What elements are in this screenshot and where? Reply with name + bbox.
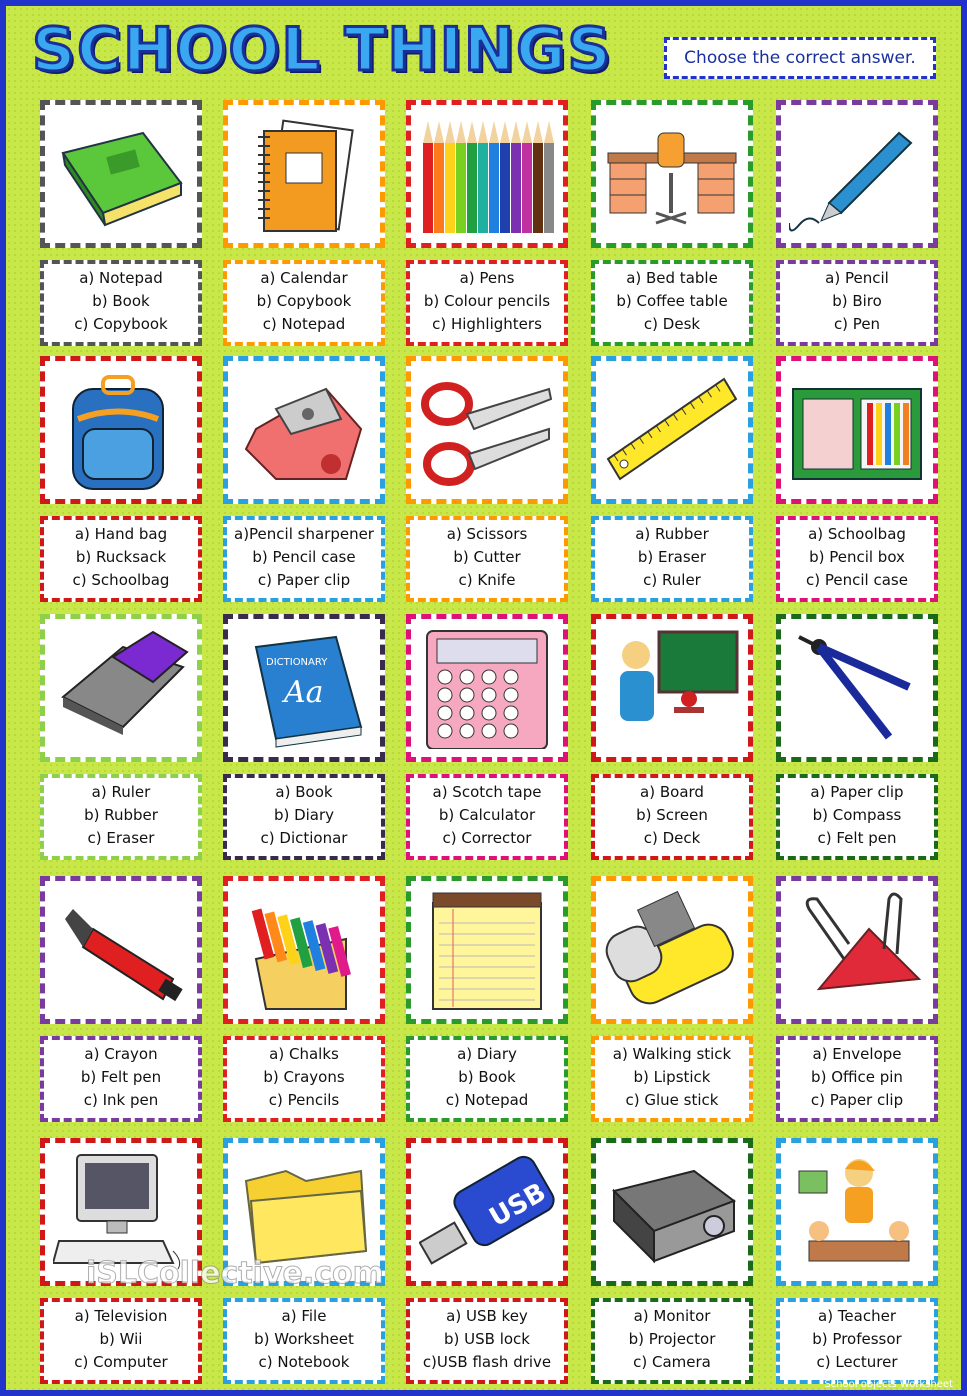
answer-option[interactable]: c) Notepad xyxy=(262,315,346,333)
answer-options xyxy=(223,1298,385,1384)
answer-option[interactable]: c) Desk xyxy=(643,315,701,333)
answer-option[interactable]: a) Schoolbag xyxy=(808,525,906,543)
projector-icon xyxy=(604,1151,740,1273)
notepad-picture xyxy=(406,876,568,1024)
answer-option[interactable]: b) Compass xyxy=(812,806,902,824)
answer-option[interactable]: c) Glue stick xyxy=(625,1091,719,1109)
paper-clip-picture xyxy=(776,876,938,1024)
answer-option[interactable]: a) Diary xyxy=(457,1045,517,1063)
felt-pen-picture xyxy=(40,876,202,1024)
answer-options xyxy=(40,1036,202,1122)
projector-picture xyxy=(591,1138,753,1286)
answer-options xyxy=(406,1298,568,1384)
answer-option[interactable]: c) Paper clip xyxy=(257,571,351,589)
answer-option[interactable]: b) Lipstick xyxy=(633,1068,711,1086)
answer-options xyxy=(776,1036,938,1122)
answer-options xyxy=(776,516,938,602)
ruler-icon xyxy=(604,369,740,491)
answer-options xyxy=(40,516,202,602)
answer-option[interactable]: c) Deck xyxy=(643,829,701,847)
answer-option[interactable]: a) Bed table xyxy=(626,269,718,287)
answer-option[interactable]: c) Computer xyxy=(74,1353,168,1371)
answer-option[interactable]: c) Highlighters xyxy=(432,315,542,333)
answer-option[interactable]: a) Crayon xyxy=(84,1045,158,1063)
answer-options xyxy=(776,774,938,860)
notepad-icon xyxy=(419,889,555,1011)
answer-option[interactable]: c) Ruler xyxy=(643,571,701,589)
answer-options xyxy=(40,774,202,860)
scissors-picture xyxy=(406,356,568,504)
answer-options xyxy=(591,1036,753,1122)
teacher-icon xyxy=(789,1151,925,1273)
answer-options xyxy=(406,260,568,346)
colour-pencils-icon xyxy=(419,113,555,235)
answer-options xyxy=(591,516,753,602)
answer-option[interactable]: c) Lecturer xyxy=(816,1353,898,1371)
answer-option[interactable]: b) Eraser xyxy=(637,548,707,566)
answer-option[interactable]: a) Scotch tape xyxy=(432,783,542,801)
answer-option[interactable]: c)USB flash drive xyxy=(422,1353,552,1371)
answer-option[interactable]: a) Ruler xyxy=(91,783,151,801)
pen-icon xyxy=(789,113,925,235)
answer-option[interactable]: a)Pencil sharpener xyxy=(234,525,374,543)
answer-option[interactable]: b) Copybook xyxy=(256,292,352,310)
svg-text:Aa: Aa xyxy=(284,675,324,710)
answer-options xyxy=(223,260,385,346)
desk-picture xyxy=(591,100,753,248)
sharpener-icon xyxy=(236,369,372,491)
answer-option[interactable]: c) Paper clip xyxy=(810,1091,904,1109)
answer-option[interactable]: a) Pens xyxy=(459,269,515,287)
answer-option[interactable]: a) Book xyxy=(275,783,333,801)
usb-drive-icon xyxy=(419,1151,555,1273)
answer-options xyxy=(406,774,568,860)
computer-icon xyxy=(53,1151,189,1273)
answer-option[interactable]: b) Colour pencils xyxy=(423,292,551,310)
answer-option[interactable]: c) Schoolbag xyxy=(72,571,170,589)
answer-option[interactable]: b) Office pin xyxy=(811,1068,903,1086)
glue-stick-icon xyxy=(604,889,740,1011)
answer-option[interactable]: b) Coffee table xyxy=(616,292,728,310)
answer-option[interactable]: b) Pencil case xyxy=(252,548,356,566)
paper-clip-icon xyxy=(789,889,925,1011)
answer-option[interactable]: a) Pencil xyxy=(825,269,889,287)
answer-option[interactable]: c) Notebook xyxy=(258,1353,350,1371)
svg-text:USB: USB xyxy=(484,1177,552,1234)
answer-option[interactable]: b) Pencil box xyxy=(809,548,905,566)
page-title: SCHOOL THINGS xyxy=(32,15,613,85)
answer-option[interactable]: b) Professor xyxy=(812,1330,902,1348)
answer-option[interactable]: a) Notepad xyxy=(79,269,163,287)
answer-option[interactable]: b) Book xyxy=(458,1068,516,1086)
answer-option[interactable]: a) Envelope xyxy=(812,1045,902,1063)
answer-options xyxy=(406,1036,568,1122)
answer-option[interactable]: b) Calculator xyxy=(438,806,536,824)
answer-option[interactable]: b) Rucksack xyxy=(75,548,167,566)
compass-icon xyxy=(789,627,925,749)
answer-option[interactable]: b) Book xyxy=(92,292,150,310)
answer-option[interactable]: b) Rubber xyxy=(84,806,158,824)
answer-option[interactable]: a) File xyxy=(281,1307,327,1325)
desk-icon xyxy=(604,113,740,235)
answer-option[interactable]: c) Dictionar xyxy=(260,829,348,847)
credit-text: School objects Worksheet xyxy=(824,1379,953,1390)
answer-option[interactable]: a) USB key xyxy=(446,1307,528,1325)
answer-option[interactable]: b) USB lock xyxy=(444,1330,530,1348)
sharpener-picture xyxy=(223,356,385,504)
answer-option[interactable]: c) Knife xyxy=(458,571,516,589)
teacher-board-icon xyxy=(604,627,740,749)
answer-option[interactable]: c) Pen xyxy=(833,315,881,333)
answer-option[interactable]: b) Projector xyxy=(628,1330,716,1348)
answer-option[interactable]: c) Corrector xyxy=(442,829,532,847)
eraser-picture xyxy=(40,614,202,762)
answer-options xyxy=(776,260,938,346)
answer-options xyxy=(591,1298,753,1384)
answer-option[interactable]: a) Board xyxy=(640,783,704,801)
eraser-icon xyxy=(53,627,189,749)
answer-options xyxy=(591,260,753,346)
calculator-icon xyxy=(419,627,555,749)
ruler-picture xyxy=(591,356,753,504)
calculator-picture xyxy=(406,614,568,762)
answer-options xyxy=(40,1298,202,1384)
answer-option[interactable]: c) Eraser xyxy=(87,829,155,847)
crayons-picture xyxy=(223,876,385,1024)
backpack-picture xyxy=(40,356,202,504)
felt-pen-icon xyxy=(53,889,189,1011)
answer-option[interactable]: a) Hand bag xyxy=(74,525,168,543)
answer-option[interactable]: a) Teacher xyxy=(818,1307,896,1325)
answer-options xyxy=(223,516,385,602)
backpack-icon xyxy=(53,369,189,491)
answer-option[interactable]: b) Crayons xyxy=(263,1068,345,1086)
teacher-picture xyxy=(776,1138,938,1286)
answer-option[interactable]: b) Worksheet xyxy=(254,1330,354,1348)
answer-option[interactable]: c) Camera xyxy=(633,1353,711,1371)
answer-option[interactable]: b) Diary xyxy=(273,806,335,824)
dictionary-picture xyxy=(223,614,385,762)
dictionary-icon xyxy=(236,627,372,749)
teacher-board-picture xyxy=(591,614,753,762)
answer-option[interactable]: c) Felt pen xyxy=(817,829,897,847)
answer-option[interactable]: a) Monitor xyxy=(633,1307,711,1325)
answer-option[interactable]: c) Ink pen xyxy=(83,1091,159,1109)
answer-options xyxy=(406,516,568,602)
crayons-icon xyxy=(236,889,372,1011)
pencil-case-picture xyxy=(776,356,938,504)
instruction-box: Choose the correct answer. xyxy=(664,37,936,79)
answer-option[interactable]: b) Biro xyxy=(832,292,882,310)
scissors-icon xyxy=(419,369,555,491)
answer-option[interactable]: b) Felt pen xyxy=(80,1068,162,1086)
answer-option[interactable]: c) Pencil case xyxy=(806,571,908,589)
answer-options xyxy=(776,1298,938,1384)
answer-option[interactable]: b) Wii xyxy=(99,1330,143,1348)
copybook-icon xyxy=(236,113,372,235)
answer-option[interactable]: b) Cutter xyxy=(453,548,521,566)
book-icon xyxy=(53,113,189,235)
answer-options xyxy=(591,774,753,860)
svg-text:DICTIONARY: DICTIONARY xyxy=(266,657,328,668)
glue-stick-picture xyxy=(591,876,753,1024)
answer-option[interactable]: a) Rubber xyxy=(635,525,709,543)
folder-icon xyxy=(236,1151,372,1273)
answer-option[interactable]: a) Paper clip xyxy=(810,783,904,801)
answer-option[interactable]: a) Walking stick xyxy=(612,1045,732,1063)
answer-option[interactable]: a) Calendar xyxy=(260,269,348,287)
answer-option[interactable]: b) Screen xyxy=(636,806,708,824)
answer-options xyxy=(223,774,385,860)
answer-options xyxy=(223,1036,385,1122)
colour-pencils-picture xyxy=(406,100,568,248)
book-picture xyxy=(40,100,202,248)
answer-options xyxy=(40,260,202,346)
answer-option[interactable]: c) Pencils xyxy=(268,1091,340,1109)
pen-picture xyxy=(776,100,938,248)
answer-option[interactable]: c) Notepad xyxy=(445,1091,529,1109)
answer-option[interactable]: a) Chalks xyxy=(269,1045,339,1063)
answer-option[interactable]: a) Scissors xyxy=(446,525,528,543)
answer-option[interactable]: a) Television xyxy=(74,1307,168,1325)
answer-option[interactable]: c) Copybook xyxy=(74,315,168,333)
pencil-case-icon xyxy=(789,369,925,491)
compass-picture xyxy=(776,614,938,762)
copybook-picture xyxy=(223,100,385,248)
watermark: iSLCollective.com xyxy=(86,1256,384,1291)
usb-drive-picture xyxy=(406,1138,568,1286)
